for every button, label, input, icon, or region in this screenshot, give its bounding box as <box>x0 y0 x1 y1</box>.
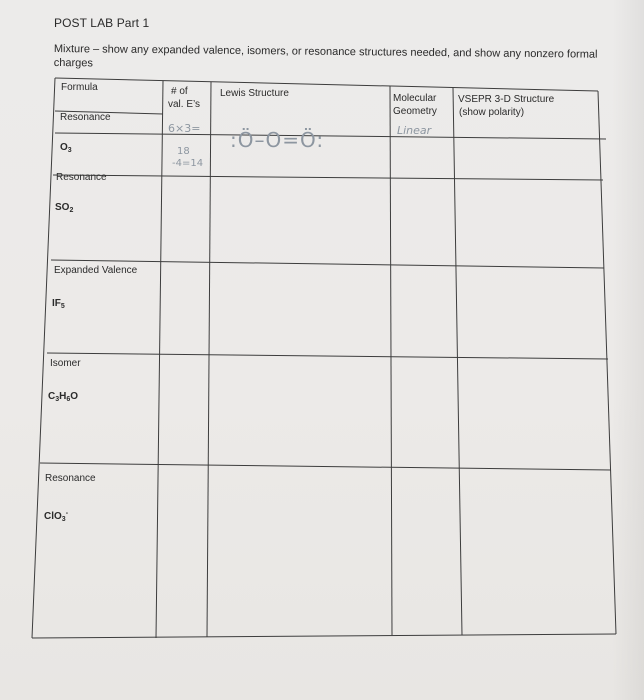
formula-clo3-sub: 3 <box>61 516 66 523</box>
handwritten-lewis-o3: :Ö–O=Ö: <box>230 128 325 152</box>
header-geometry-line-2: Geometry <box>393 106 437 117</box>
formula-if5 <box>52 298 65 313</box>
formula-o3 <box>60 142 72 157</box>
handwritten-valence-calc-1: 6×3= <box>168 122 201 135</box>
formula-if5-main: IF <box>52 298 61 309</box>
formula-c3h6o-h-sub: 6 <box>66 396 71 403</box>
formula-clo3-charge: - <box>65 510 69 517</box>
formula-c3h6o-o: O <box>70 391 79 402</box>
formula-c3h6o <box>48 391 78 406</box>
header-vsepr-line-2: (show polarity) <box>459 107 525 118</box>
category-resonance-1: Resonance <box>60 112 111 123</box>
category-resonance-2: Resonance <box>56 172 107 183</box>
formula-o3-main: O <box>60 142 68 153</box>
header-lewis-structure: Lewis Structure <box>220 88 289 99</box>
table-lines <box>32 78 616 638</box>
handwritten-valence-calc-3: -4=14 <box>172 158 204 169</box>
paper-edge-shadow <box>612 0 644 700</box>
header-vsepr-line-1: VSEPR 3-D Structure <box>458 94 555 105</box>
formula-so2 <box>55 202 73 217</box>
formula-o3-sub: 3 <box>67 147 72 154</box>
formula-so2-main: SO <box>55 202 70 213</box>
formula-clo3-main: ClO <box>44 511 62 522</box>
category-resonance-3: Resonance <box>45 473 96 484</box>
handwritten-valence-calc-2: 18 <box>177 146 190 157</box>
category-isomer: Isomer <box>50 358 81 369</box>
formula-c3h6o-c: C <box>48 391 56 402</box>
header-valence-line-1: # of <box>171 86 188 97</box>
category-expanded-valence: Expanded Valence <box>54 265 138 276</box>
header-geometry-line-1: Molecular <box>393 93 437 104</box>
formula-so2-sub: 2 <box>69 207 74 214</box>
header-valence-line-2: val. E’s <box>168 99 201 110</box>
header-formula: Formula <box>61 82 98 93</box>
formula-if5-sub: 5 <box>60 303 65 310</box>
formula-c3h6o-c-sub: 3 <box>55 396 60 403</box>
page-title: POST LAB Part 1 <box>54 16 150 30</box>
instructions-text: Mixture – show any expanded valence, isomers, or resonance structures needed, and show any nonzero formal charges <box>53 42 598 70</box>
formula-clo3 <box>44 508 68 526</box>
formula-c3h6o-h: H <box>59 391 67 402</box>
handwritten-geometry-linear: Linear <box>397 124 432 137</box>
